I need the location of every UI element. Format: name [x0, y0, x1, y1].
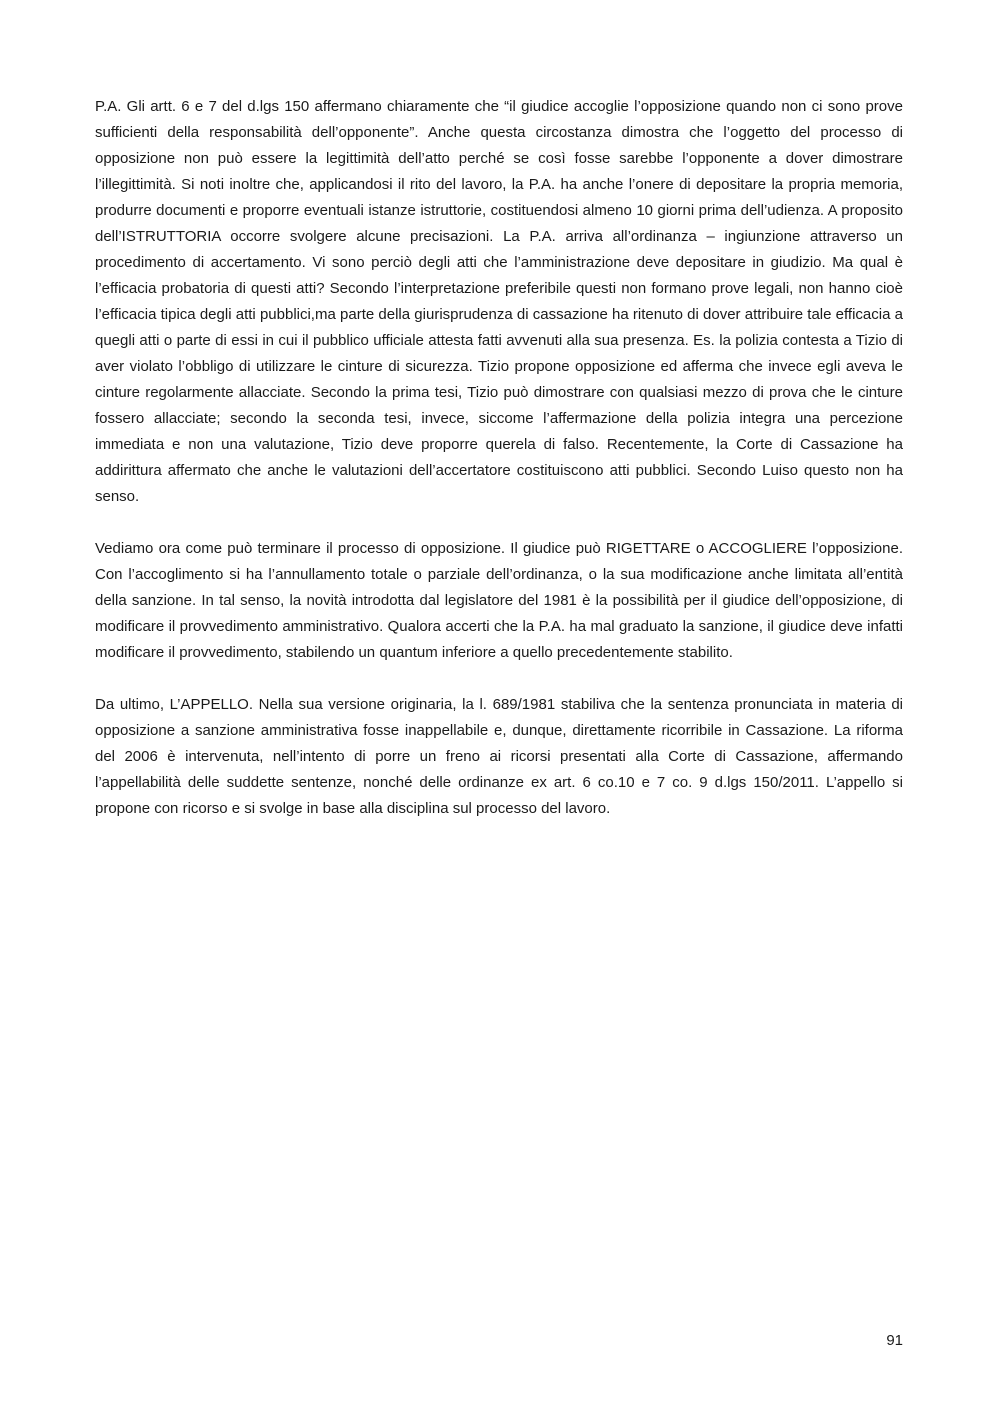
paragraph-appello: Da ultimo, L’APPELLO. Nella sua versione originaria, la l. 689/1981 stabiliva che la sentenza pronunciata in materia di opposizione a sanzione amministrativa fosse inappellabile e, dunque, direttamente ricorribile in Cassazione. La riforma del 2006 è intervenuta, nell’intento di porre un freno ai ricorsi presentati alla Corte di Cassazione, affermando l’appellabilità delle suddette sentenze, nonché delle ordinanze ex art. 6 co.10 e 7 co. 9 d.lgs 150/2011. L’appello si propone con ricorso e si svolge in base alla disciplina sul processo del lavoro.: [95, 696, 903, 817]
paragraph-esito-opposizione: Vediamo ora come può terminare il processo di opposizione. Il giudice può RIGETTARE o ACCOGLIERE l’opposizione. Con l’accoglimento si ha l’annullamento totale o parziale dell’ordinanza, o la sua modificazione anche limitata all’entità della sanzione. In tal senso, la novità introdotta dal legislatore del 1981 è la possibilità per il giudice dell’opposizione, di modificare il provvedimento amministrativo. Qualora accerti che la P.A. ha mal graduato la sanzione, il giudice deve infatti modificare il provvedimento, stabilendo un quantum inferiore a quello precedentemente stabilito.: [95, 540, 903, 661]
page-body: [95, 94, 903, 848]
paragraph-istruttoria: P.A. Gli artt. 6 e 7 del d.lgs 150 affermano chiaramente che “il giudice accoglie l’opposizione quando non ci sono prove sufficienti della responsabilità dell’opponente”. Anche questa circostanza dimostra che l’oggetto del processo di opposizione non può essere la legittimità dell’atto perché se così fosse sarebbe l’opponente a dover dimostrare l’illegittimità. Si noti inoltre che, applicandosi il rito del lavoro, la P.A. ha anche l’onere di depositare la propria memoria, produrre documenti e proporre eventuali istanze istruttorie, costituendosi almeno 10 giorni prima dell’udienza. A proposito dell’ISTRUTTORIA occorre svolgere alcune precisazioni. La P.A. arriva all’ordinanza – ingiunzione attraverso un procedimento di accertamento. Vi sono perciò degli atti che l’amministrazione deve depositare in giudizio. Ma qual è l’efficacia probatoria di questi atti? Secondo l’interpretazione preferibile questi non formano prove legali, non hanno cioè l’efficacia tipica degli atti pubblici,ma parte della giurisprudenza di cassazione ha ritenuto di dover attribuire tale efficacia a quegli atti o parte di essi in cui il pubblico ufficiale attesta fatti avvenuti alla sua presenza. Es. la polizia contesta a Tizio di aver violato l’obbligo di utilizzare le cinture di sicurezza. Tizio propone opposizione ed afferma che invece egli aveva le cinture regolarmente allacciate. Secondo la prima tesi, Tizio può dimostrare con qualsiasi mezzo di prova che le cinture fossero allacciate; secondo la seconda tesi, invece, siccome l’affermazione della polizia integra una percezione immediata e non una valutazione, Tizio deve proporre querela di falso. Recentemente, la Corte di Cassazione ha addirittura affermato che anche le valutazioni dell’accertatore costituiscono atti pubblici. Secondo Luiso questo non ha senso.: [95, 98, 903, 505]
page-number: 91: [886, 1332, 903, 1349]
